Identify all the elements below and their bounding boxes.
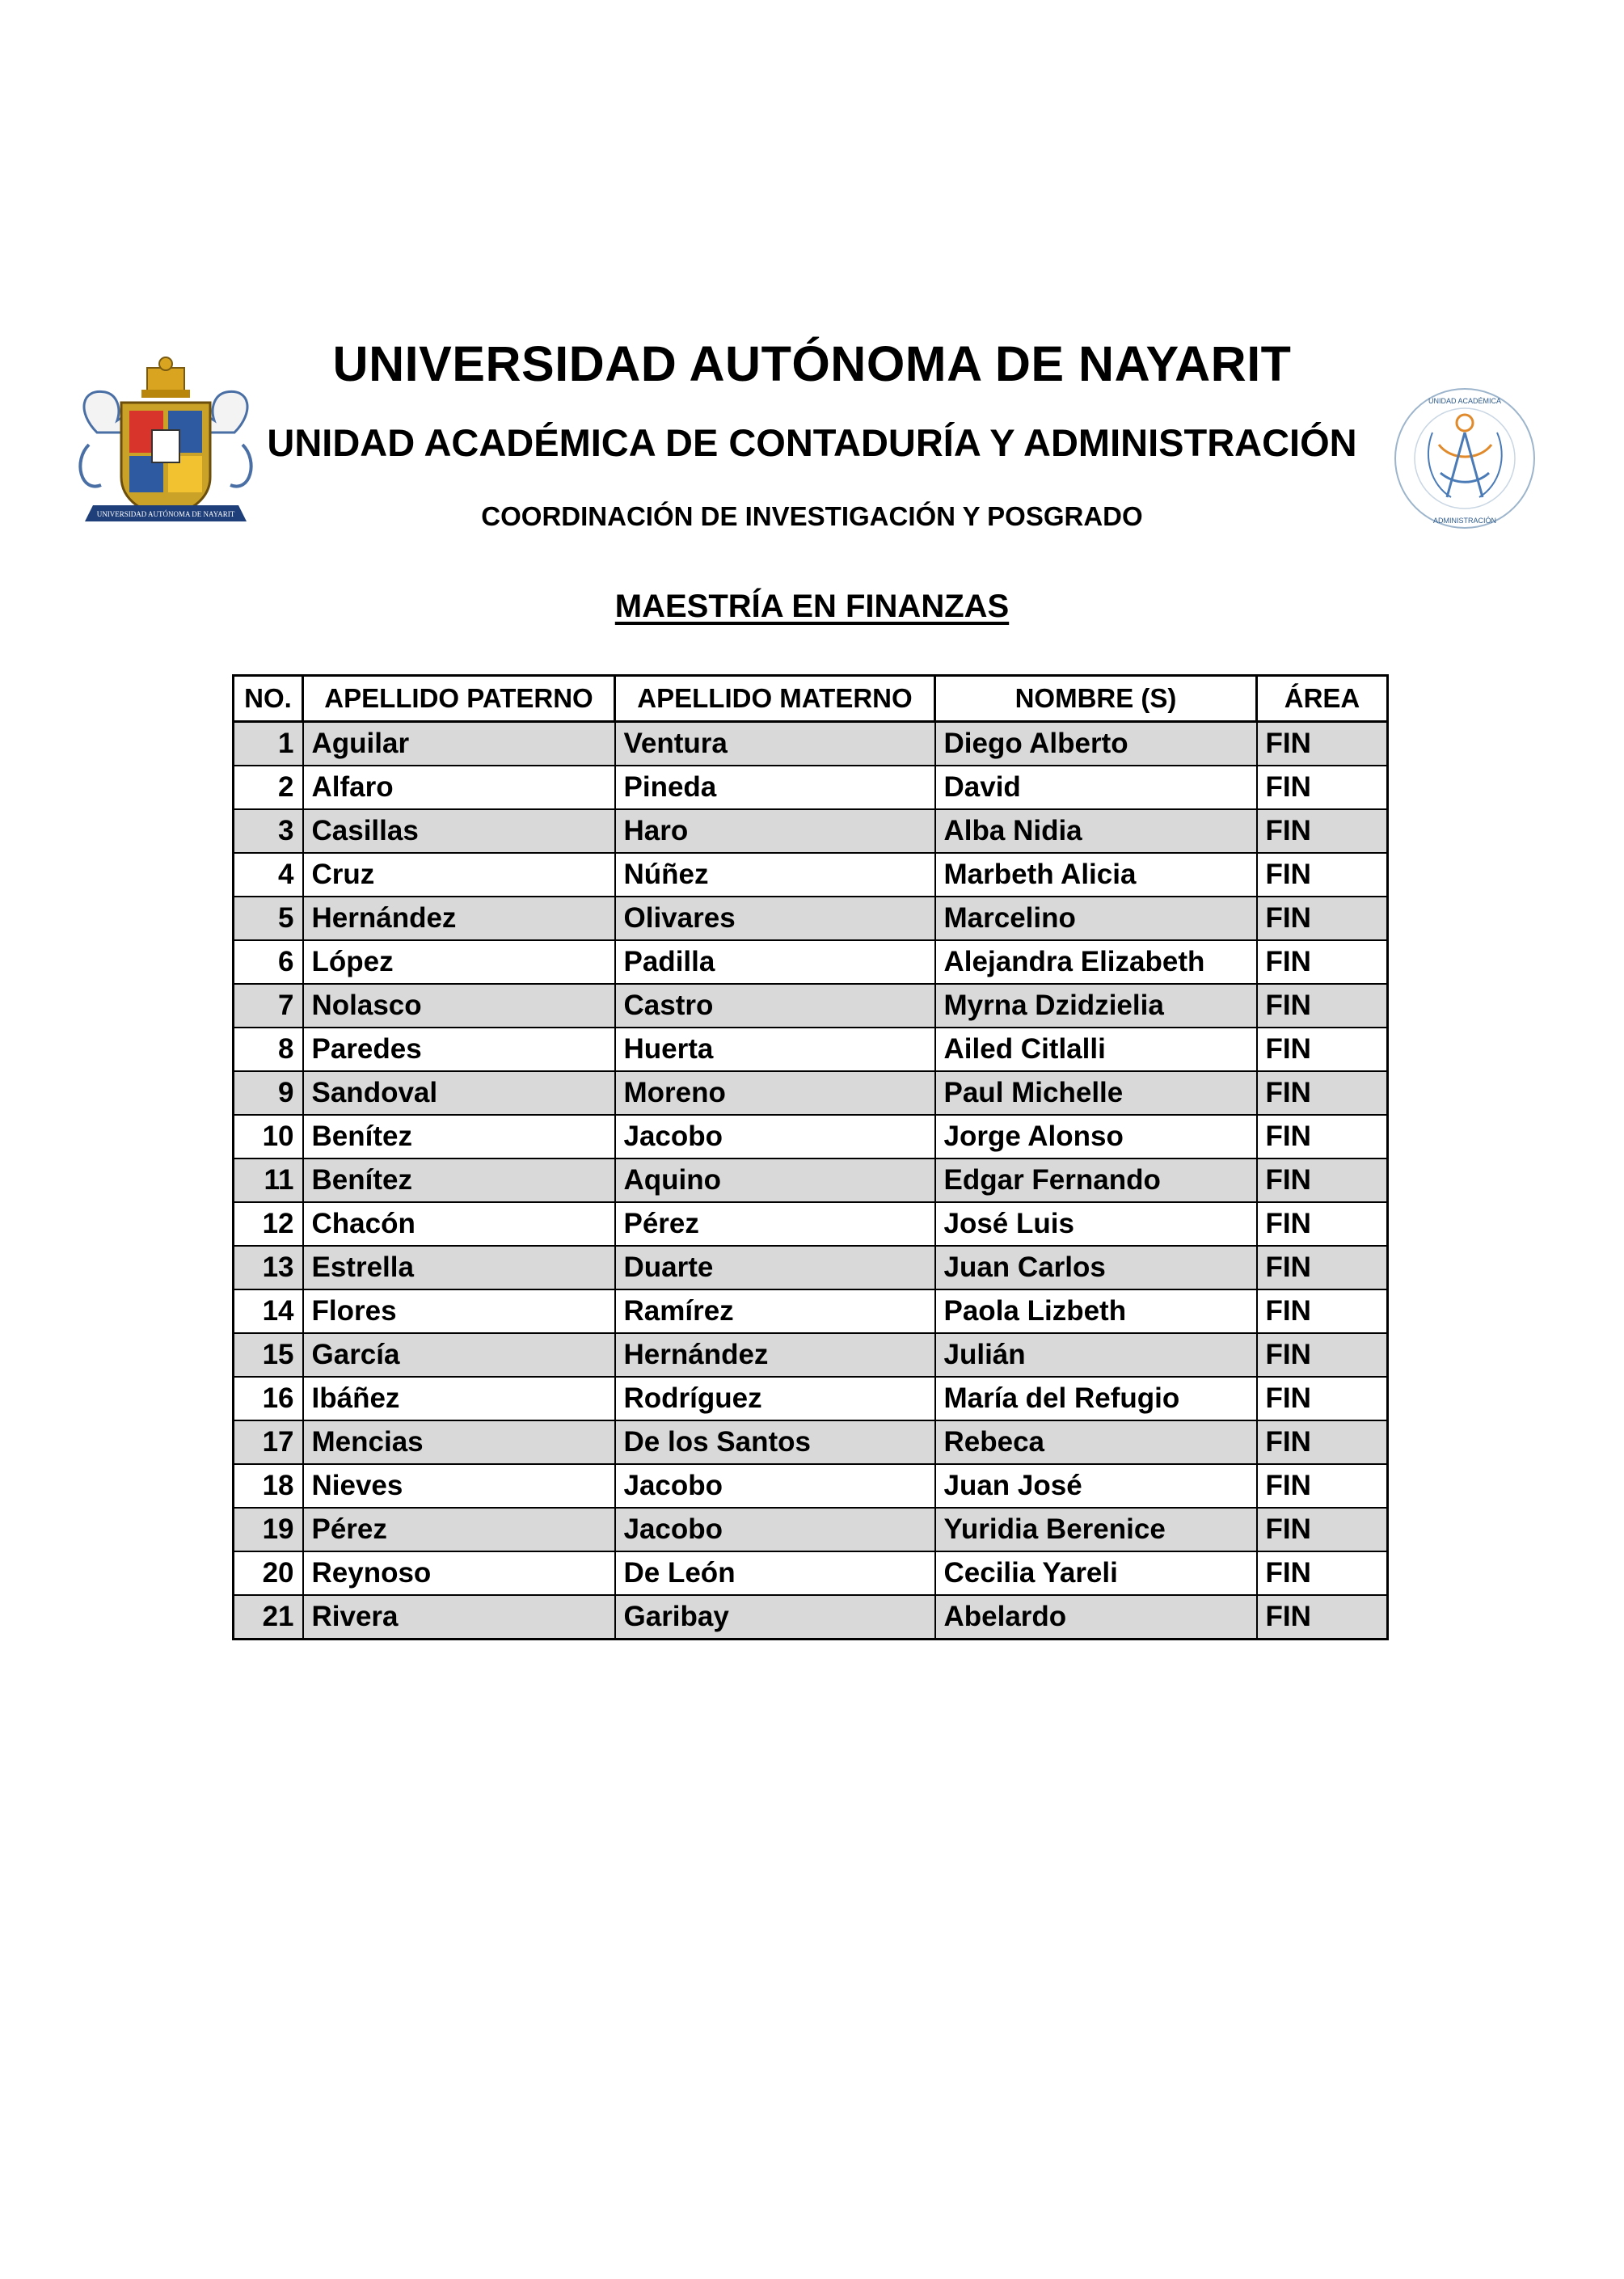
- cell-area: FIN: [1257, 1333, 1388, 1377]
- coordination-title: COORDINACIÓN DE INVESTIGACIÓN Y POSGRADO: [481, 501, 1143, 531]
- cell-apellido-paterno: Benítez: [303, 1158, 615, 1202]
- cell-area: FIN: [1257, 1420, 1388, 1464]
- table-row: [234, 809, 1388, 853]
- cell-no: 3: [234, 809, 303, 853]
- cell-no: 12: [234, 1202, 303, 1246]
- header-apellido-paterno: APELLIDO PATERNO: [303, 676, 615, 722]
- cell-area: FIN: [1257, 1289, 1388, 1333]
- cell-area: FIN: [1257, 1115, 1388, 1158]
- cell-apellido-paterno: García: [303, 1333, 615, 1377]
- cell-apellido-paterno: Rivera: [303, 1595, 615, 1640]
- cell-apellido-materno: Castro: [615, 984, 935, 1028]
- cell-nombre: Abelardo: [935, 1595, 1257, 1640]
- table-row: [234, 1071, 1388, 1115]
- cell-apellido-paterno: Estrella: [303, 1246, 615, 1289]
- cell-apellido-paterno: Aguilar: [303, 722, 615, 766]
- cell-no: 7: [234, 984, 303, 1028]
- student-table: [232, 674, 1389, 1640]
- cell-nombre: Juan Carlos: [935, 1246, 1257, 1289]
- table-header-row: [234, 676, 1388, 722]
- cell-nombre: Alejandra Elizabeth: [935, 940, 1257, 984]
- cell-apellido-paterno: Mencias: [303, 1420, 615, 1464]
- table-row: [234, 1202, 1388, 1246]
- cell-apellido-materno: Pineda: [615, 766, 935, 809]
- svg-text:UNIDAD ACADÉMICA: UNIDAD ACADÉMICA: [1428, 397, 1502, 405]
- header-nombre: NOMBRE (S): [935, 676, 1257, 722]
- table-row: [234, 1508, 1388, 1551]
- cell-no: 21: [234, 1595, 303, 1640]
- cell-apellido-paterno: Nieves: [303, 1464, 615, 1508]
- cell-nombre: Marbeth Alicia: [935, 853, 1257, 897]
- cell-apellido-materno: Aquino: [615, 1158, 935, 1202]
- cell-area: FIN: [1257, 1158, 1388, 1202]
- table-row: [234, 1551, 1388, 1595]
- header-no: NO.: [234, 676, 303, 722]
- cell-apellido-materno: Duarte: [615, 1246, 935, 1289]
- cell-nombre: Juan José: [935, 1464, 1257, 1508]
- program-title: MAESTRÍA EN FINANZAS: [614, 589, 1010, 624]
- cell-area: FIN: [1257, 1028, 1388, 1071]
- cell-area: FIN: [1257, 1551, 1388, 1595]
- cell-nombre: Myrna Dzidzielia: [935, 984, 1257, 1028]
- unit-title: UNIDAD ACADÉMICA DE CONTADURÍA Y ADMINISTRACIÓN: [267, 421, 1357, 464]
- table-row: [234, 1158, 1388, 1202]
- cell-apellido-paterno: Paredes: [303, 1028, 615, 1071]
- cell-no: 4: [234, 853, 303, 897]
- cell-apellido-materno: Rodríguez: [615, 1377, 935, 1420]
- table-row: [234, 1333, 1388, 1377]
- table-row: [234, 1246, 1388, 1289]
- cell-apellido-paterno: Reynoso: [303, 1551, 615, 1595]
- cell-apellido-materno: Padilla: [615, 940, 935, 984]
- cell-apellido-materno: Jacobo: [615, 1115, 935, 1158]
- cell-no: 1: [234, 722, 303, 766]
- cell-no: 2: [234, 766, 303, 809]
- cell-nombre: Yuridia Berenice: [935, 1508, 1257, 1551]
- cell-nombre: Edgar Fernando: [935, 1158, 1257, 1202]
- table-body: [234, 722, 1388, 1640]
- cell-apellido-paterno: López: [303, 940, 615, 984]
- header-apellido-materno: APELLIDO MATERNO: [615, 676, 935, 722]
- cell-area: FIN: [1257, 1071, 1388, 1115]
- cell-apellido-paterno: Nolasco: [303, 984, 615, 1028]
- cell-apellido-materno: Ventura: [615, 722, 935, 766]
- cell-nombre: José Luis: [935, 1202, 1257, 1246]
- cell-no: 15: [234, 1333, 303, 1377]
- cell-apellido-paterno: Cruz: [303, 853, 615, 897]
- table-row: [234, 1377, 1388, 1420]
- cell-nombre: Paul Michelle: [935, 1071, 1257, 1115]
- cell-nombre: Jorge Alonso: [935, 1115, 1257, 1158]
- cell-no: 11: [234, 1158, 303, 1202]
- cell-no: 17: [234, 1420, 303, 1464]
- cell-no: 13: [234, 1246, 303, 1289]
- cell-no: 10: [234, 1115, 303, 1158]
- cell-nombre: Marcelino: [935, 897, 1257, 940]
- cell-nombre: Cecilia Yareli: [935, 1551, 1257, 1595]
- cell-no: 20: [234, 1551, 303, 1595]
- cell-apellido-paterno: Flores: [303, 1289, 615, 1333]
- cell-no: 5: [234, 897, 303, 940]
- cell-apellido-materno: Moreno: [615, 1071, 935, 1115]
- table-row: [234, 1420, 1388, 1464]
- university-title: UNIVERSIDAD AUTÓNOMA DE NAYARIT: [332, 336, 1292, 391]
- cell-nombre: Rebeca: [935, 1420, 1257, 1464]
- cell-nombre: Paola Lizbeth: [935, 1289, 1257, 1333]
- cell-apellido-materno: Jacobo: [615, 1508, 935, 1551]
- cell-nombre: Julián: [935, 1333, 1257, 1377]
- table-row: [234, 722, 1388, 766]
- cell-nombre: María del Refugio: [935, 1377, 1257, 1420]
- table-row: [234, 1289, 1388, 1333]
- cell-apellido-paterno: Ibáñez: [303, 1377, 615, 1420]
- cell-area: FIN: [1257, 1246, 1388, 1289]
- cell-area: FIN: [1257, 1508, 1388, 1551]
- cell-nombre: David: [935, 766, 1257, 809]
- cell-no: 16: [234, 1377, 303, 1420]
- cell-apellido-paterno: Alfaro: [303, 766, 615, 809]
- cell-nombre: Ailed Citlalli: [935, 1028, 1257, 1071]
- cell-apellido-materno: Haro: [615, 809, 935, 853]
- cell-no: 8: [234, 1028, 303, 1071]
- cell-no: 14: [234, 1289, 303, 1333]
- table-row: [234, 766, 1388, 809]
- svg-text:ADMINISTRACIÓN: ADMINISTRACIÓN: [1432, 517, 1497, 525]
- cell-nombre: Alba Nidia: [935, 809, 1257, 853]
- cell-no: 18: [234, 1464, 303, 1508]
- cell-no: 9: [234, 1071, 303, 1115]
- cell-apellido-paterno: Hernández: [303, 897, 615, 940]
- cell-apellido-paterno: Benítez: [303, 1115, 615, 1158]
- cell-no: 19: [234, 1508, 303, 1551]
- cell-apellido-materno: Huerta: [615, 1028, 935, 1071]
- crest-caption: UNIVERSIDAD AUTÓNOMA DE NAYARIT: [96, 510, 235, 518]
- cell-apellido-materno: Ramírez: [615, 1289, 935, 1333]
- cell-apellido-paterno: Casillas: [303, 809, 615, 853]
- cell-apellido-materno: Pérez: [615, 1202, 935, 1246]
- cell-area: FIN: [1257, 1595, 1388, 1640]
- table-row: [234, 1028, 1388, 1071]
- table-row: [234, 1464, 1388, 1508]
- cell-area: FIN: [1257, 984, 1388, 1028]
- table-row: [234, 940, 1388, 984]
- cell-area: FIN: [1257, 1464, 1388, 1508]
- cell-area: FIN: [1257, 722, 1388, 766]
- cell-area: FIN: [1257, 809, 1388, 853]
- header-area: ÁREA: [1257, 676, 1388, 722]
- cell-area: FIN: [1257, 897, 1388, 940]
- cell-nombre: Diego Alberto: [935, 722, 1257, 766]
- cell-area: FIN: [1257, 1377, 1388, 1420]
- cell-apellido-materno: Olivares: [615, 897, 935, 940]
- cell-area: FIN: [1257, 940, 1388, 984]
- table-row: [234, 853, 1388, 897]
- cell-apellido-materno: De León: [615, 1551, 935, 1595]
- cell-apellido-paterno: Sandoval: [303, 1071, 615, 1115]
- cell-apellido-materno: Garibay: [615, 1595, 935, 1640]
- table-row: [234, 1595, 1388, 1640]
- cell-apellido-materno: Hernández: [615, 1333, 935, 1377]
- cell-apellido-materno: Jacobo: [615, 1464, 935, 1508]
- cell-apellido-materno: Núñez: [615, 853, 935, 897]
- cell-apellido-materno: De los Santos: [615, 1420, 935, 1464]
- table-row: [234, 1115, 1388, 1158]
- table-row: [234, 984, 1388, 1028]
- cell-no: 6: [234, 940, 303, 984]
- cell-area: FIN: [1257, 1202, 1388, 1246]
- cell-apellido-paterno: Chacón: [303, 1202, 615, 1246]
- cell-apellido-paterno: Pérez: [303, 1508, 615, 1551]
- cell-area: FIN: [1257, 853, 1388, 897]
- cell-area: FIN: [1257, 766, 1388, 809]
- table-row: [234, 897, 1388, 940]
